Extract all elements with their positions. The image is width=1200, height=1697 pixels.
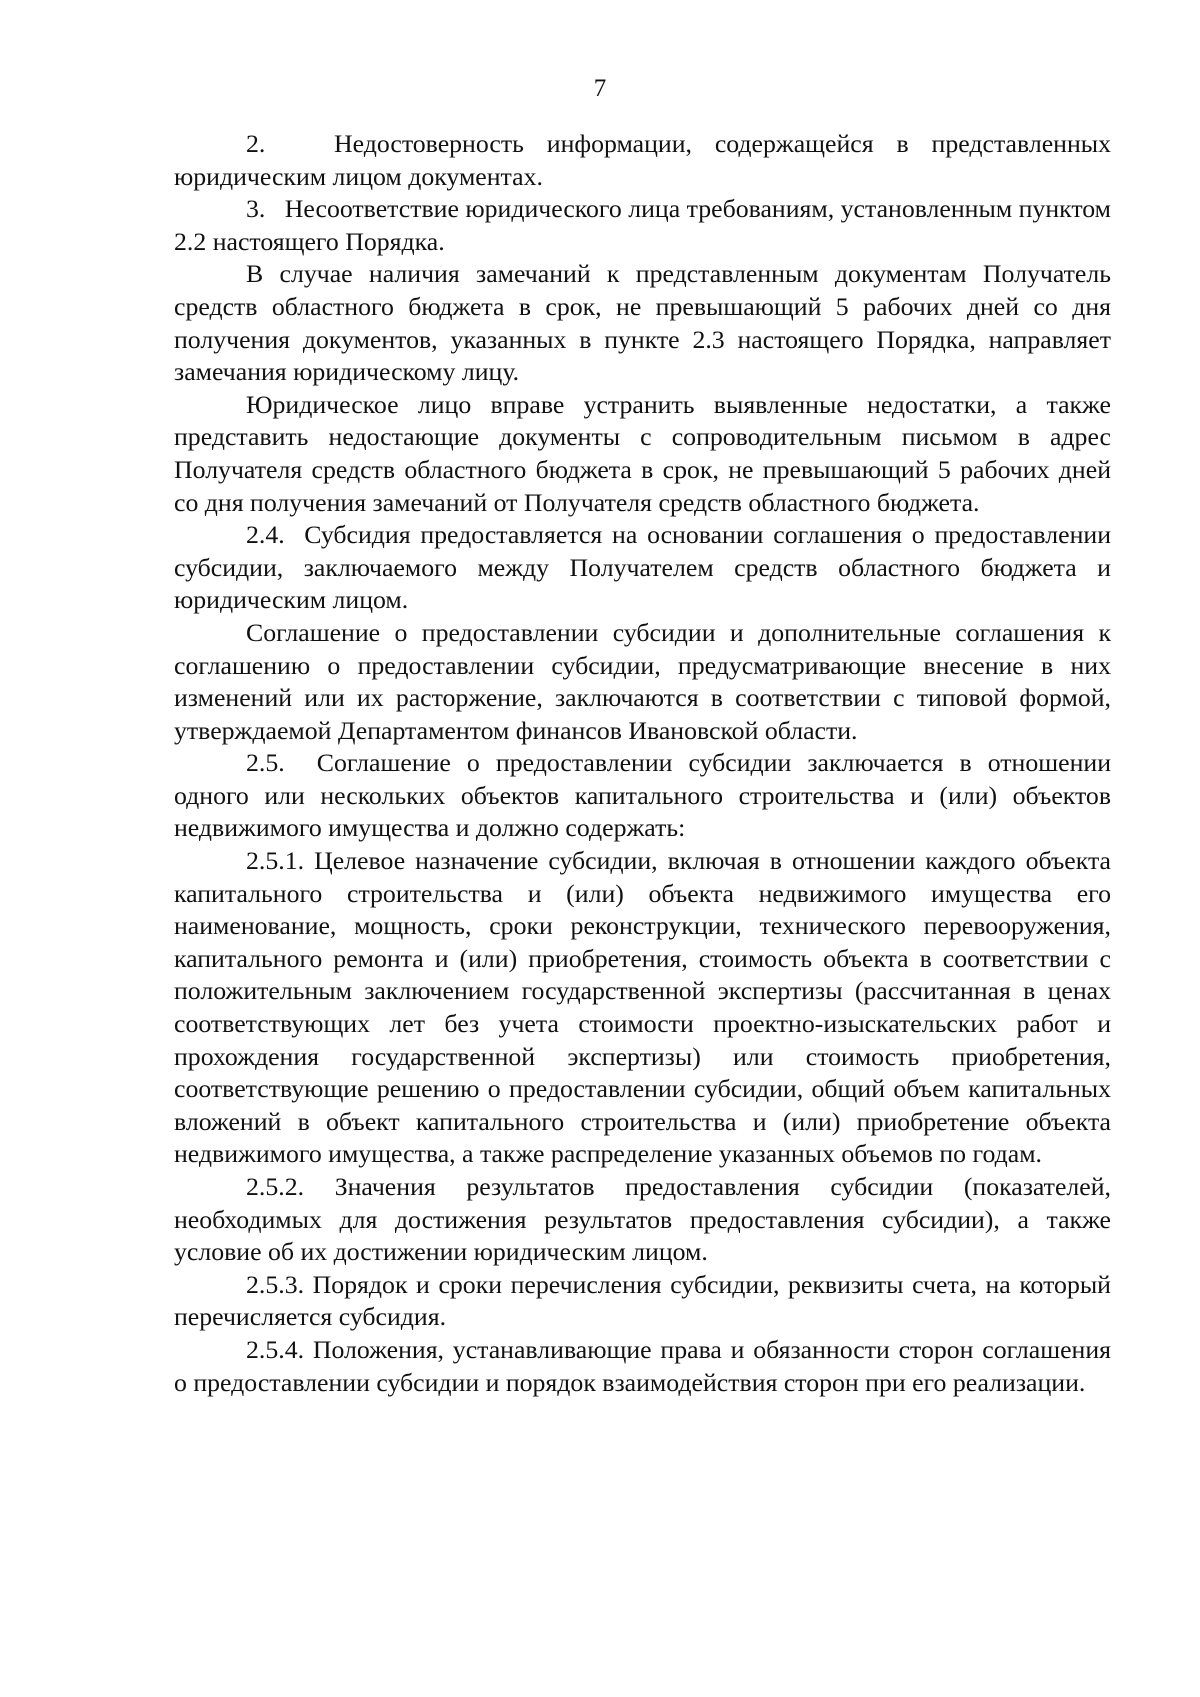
paragraph-clause-2-5-1: 2.5.1. Целевое назначение субсидии, включая в отношении каждого объекта капитального строительства и (или) объекта недвижимого имущества его наименование, мощность, сроки реконструкции, технического перевооружения, капитального ремонта и (или) приобретения, стоимость объекта в соответствии с положительным заключением государственной экспертизы (рассчитанная в ценах соответствующих лет без учета стоимости проектно-изыскательских работ и прохождения государственной экспертизы) или стоимость приобретения, соответствующие решению о предоставлении субсидии, общий объем капитальных вложений в объект капитального строительства и (или) приобретение объекта недвижимого имущества, а также распределение указанных объемов по годам. [174, 846, 1111, 1169]
paragraph-clause-2-5-4: 2.5.4. Положения, устанавливающие права и обязанности сторон соглашения о предоставлении субсидии и порядок взаимодействия сторон при его реализации. [174, 1334, 1111, 1397]
paragraph-remarks: В случае наличия замечаний к представленным документам Получатель средств областного бюджета в срок, не превышающий 5 рабочих дней со дня получения документов, указанных в пункте 2.3 настоящего Порядка, направляет замечания юридическому лицу. [174, 259, 1111, 387]
paragraph-item-3: 3. Несоответствие юридического лица требованиям, установленным пунктом 2.2 настоящего Порядка. [174, 194, 1111, 256]
paragraph-clause-2-5-2: 2.5.2. Значения результатов предоставления субсидии (показателей, необходимых для достижения результатов предоставления субсидии), а также условие об их достижении юридическим лицом. [174, 1172, 1111, 1267]
paragraph-item-2: 2. Недостоверность информации, содержащейся в представленных юридическим лицом документах. [174, 129, 1111, 191]
paragraph-clause-2-5-3: 2.5.3. Порядок и сроки перечисления субсидии, реквизиты счета, на который перечисляется субсидия. [174, 1269, 1111, 1332]
page-number: 7 [593, 75, 607, 102]
document-body [174, 128, 1111, 1399]
paragraph-agreement-form: Соглашение о предоставлении субсидии и дополнительные соглашения к соглашению о предоставлении субсидии, предусматривающие внесение в них изменений или их расторжение, заключаются в соответствии с типовой формой, утверждаемой Департаментом финансов Ивановской области. [174, 617, 1111, 745]
paragraph-clause-2-4: 2.4. Субсидия предоставляется на основании соглашения о предоставлении субсидии, заключаемого между Получателем средств областного бюджета и юридическим лицом. [174, 520, 1111, 615]
paragraph-eliminate-deficiencies: Юридическое лицо вправе устранить выявленные недостатки, а также представить недостающие документы с сопроводительным письмом в адрес Получателя средств областного бюджета в срок, не превышающий 5 рабочих дней со дня получения замечаний от Получателя средств областного бюджета. [174, 389, 1111, 517]
paragraph-clause-2-5: 2.5. Соглашение о предоставлении субсидии заключается в отношении одного или нескольких объектов капитального строительства и (или) объектов недвижимого имущества и должно содержать: [174, 748, 1111, 843]
